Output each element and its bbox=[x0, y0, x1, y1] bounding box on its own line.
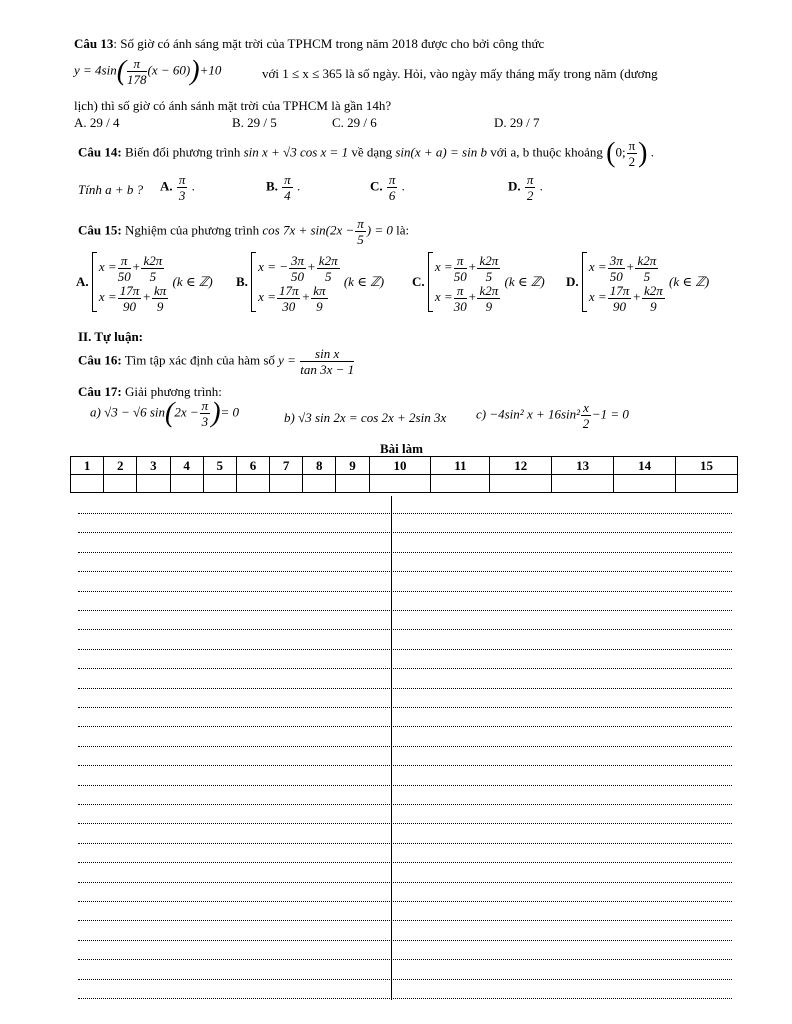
writing-line bbox=[78, 593, 732, 611]
q13-formula-prefix: y = 4sin bbox=[74, 62, 117, 78]
q15-a-cond: (k ∈ ℤ) bbox=[172, 274, 213, 289]
q14-interval-num: π bbox=[628, 138, 636, 153]
dotted-rule bbox=[78, 959, 732, 960]
answer-col-header: 2 bbox=[104, 457, 137, 475]
q15-option-b: B. x = − $\frac{3\pi}{50}$ + $\frac{k2\pi}{5}$ x = $\frac{17\pi}{30}$ + $\frac{k\pi}{9}$ (k ∈ ℤ) bbox=[236, 252, 385, 314]
q15-d-r1-n1: 3π bbox=[609, 252, 623, 268]
dotted-rule bbox=[78, 765, 732, 766]
q17-a-num: π bbox=[201, 398, 209, 413]
q15-a-r1-d2: 5 bbox=[149, 268, 157, 284]
q17-label: Câu 17: bbox=[78, 384, 122, 399]
q16-den: tan 3x − 1 bbox=[300, 362, 355, 377]
q15-d-r2-d2: 9 bbox=[650, 298, 657, 314]
q15-option-d-letter: D. bbox=[566, 274, 579, 289]
q13-option-a: A. 29 / 4 bbox=[74, 115, 120, 130]
dotted-rule bbox=[78, 532, 732, 533]
q14-interval-frac bbox=[627, 138, 638, 169]
q15-d-r2-sign: x = bbox=[588, 289, 607, 304]
q14-option-b-den: 4 bbox=[284, 188, 291, 203]
q17-c-prefix: c) −4sin² x + 16sin² bbox=[476, 406, 581, 422]
dotted-rule bbox=[78, 571, 732, 572]
q15-b-r2-d1: 30 bbox=[282, 298, 296, 314]
q13-option-d: D. 29 / 7 bbox=[494, 115, 540, 130]
q16 bbox=[78, 346, 355, 377]
q15-a-r1-d1: 50 bbox=[117, 268, 131, 284]
q17-b: b) √3 sin 2x = cos 2x + 2sin 3x bbox=[284, 410, 447, 425]
q15-d-r2-d1: 90 bbox=[612, 298, 626, 314]
answer-cell[interactable] bbox=[170, 475, 203, 493]
dotted-rule bbox=[78, 882, 732, 883]
writing-line bbox=[78, 612, 732, 630]
writing-line bbox=[78, 515, 732, 533]
q15-c-r2-d2: 9 bbox=[485, 298, 493, 314]
answer-col-header: 3 bbox=[137, 457, 170, 475]
q15-d-cond: (k ∈ ℤ) bbox=[669, 274, 710, 289]
q15-eq-den: 5 bbox=[357, 232, 364, 247]
q14-text1: Biến đổi phương trình bbox=[121, 144, 244, 160]
dotted-rule bbox=[78, 843, 732, 844]
q17-a-in: 2x − bbox=[174, 404, 199, 420]
answer-cell[interactable] bbox=[71, 475, 104, 493]
q15-a-r1-n1: π bbox=[118, 253, 131, 269]
q14-line1: Câu 14: Biến đổi phương trình sin x + √3 cos x = 1 về dạng sin(x + a) = sin b với a, b thuộc khoảng (0; $\frac{\pi}{2}$ ) . bbox=[78, 137, 654, 169]
q17-a-den: 3 bbox=[201, 414, 209, 429]
answer-col-header: 8 bbox=[303, 457, 336, 475]
answer-cell[interactable] bbox=[303, 475, 336, 493]
dotted-rule bbox=[78, 649, 732, 650]
q15-option-c-letter: C. bbox=[412, 274, 425, 289]
answer-cell[interactable] bbox=[614, 475, 676, 493]
answer-cell[interactable] bbox=[431, 475, 490, 493]
writing-line bbox=[78, 554, 732, 572]
q13-text1: : Số giờ có ánh sáng mặt trời của TPHCM trong năm 2018 được cho bởi công thức bbox=[113, 36, 545, 51]
q17-c-suffix: −1 = 0 bbox=[591, 406, 629, 422]
q15-c-r1-d1: 50 bbox=[453, 268, 467, 284]
q14-option-a-den: 3 bbox=[178, 188, 186, 203]
answer-col-header: 9 bbox=[336, 457, 369, 475]
q15-b-r2-sign: x = bbox=[258, 289, 276, 304]
writing-line bbox=[78, 806, 732, 824]
dotted-rule bbox=[78, 707, 732, 708]
answer-col-header: 4 bbox=[170, 457, 203, 475]
q15-d-r1-d1: 50 bbox=[609, 268, 623, 284]
q14-form: sin(x + a) = sin b bbox=[395, 144, 487, 160]
q14-option-b: B. $\frac{\pi}{4}$ . bbox=[266, 172, 301, 203]
q14-interval-left: 0; bbox=[615, 144, 626, 160]
q13-formula-mid: (x − 60) bbox=[147, 62, 191, 78]
q14-option-a-letter: A. bbox=[160, 178, 173, 194]
q14-option-b-num: π bbox=[284, 172, 291, 187]
q13-frac-num: π bbox=[127, 56, 147, 72]
answer-cell[interactable] bbox=[336, 475, 369, 493]
q15-b-cond: (k ∈ ℤ) bbox=[343, 274, 385, 289]
q15-text2: là: bbox=[392, 222, 410, 238]
writing-line bbox=[78, 496, 732, 514]
dotted-rule bbox=[78, 629, 732, 630]
writing-line bbox=[78, 651, 732, 669]
q13-text3: lịch) thì số giờ có ánh sánh mặt trời của TPHCM là gần 14h? bbox=[74, 98, 392, 113]
q15-b-r1-d1: 50 bbox=[291, 268, 304, 284]
writing-line bbox=[78, 574, 732, 592]
q15-b-r1-d2: 5 bbox=[324, 268, 332, 284]
q14-option-c-den: 6 bbox=[388, 188, 396, 203]
writing-line bbox=[78, 903, 732, 921]
q15-option-c: C. x = $\frac{\pi}{50}$ + $\frac{k2\pi}{5}$ x = $\frac{\pi}{30}$ + $\frac{k2\pi}{9}$ (k ∈ ℤ) bbox=[412, 252, 545, 314]
q15-c-cond: (k ∈ ℤ) bbox=[504, 274, 545, 289]
q14-option-d: D. $\frac{\pi}{2}$ . bbox=[508, 172, 543, 203]
q14-option-a: A. $\frac{\pi}{3}$ . bbox=[160, 172, 195, 203]
answer-cell[interactable] bbox=[676, 475, 738, 493]
writing-line bbox=[78, 748, 732, 766]
q15-c-r1-n2: k2π bbox=[479, 252, 499, 268]
writing-line bbox=[78, 845, 732, 863]
dotted-rule bbox=[78, 823, 732, 824]
dotted-rule bbox=[78, 979, 732, 980]
dotted-rule bbox=[78, 552, 732, 553]
q13-option-b: B. 29 / 5 bbox=[232, 115, 277, 130]
writing-line bbox=[78, 709, 732, 727]
q15-text1: Nghiệm của phương trình bbox=[121, 222, 263, 238]
dotted-rule bbox=[78, 591, 732, 592]
writing-line bbox=[78, 787, 732, 805]
q15-a-r1-sign: x = bbox=[98, 259, 117, 274]
q13-formula-suffix: +10 bbox=[199, 62, 222, 78]
q17-c-num: x bbox=[583, 400, 589, 415]
dotted-rule bbox=[78, 862, 732, 863]
writing-line bbox=[78, 671, 732, 689]
q15-b-r1-n2: k2π bbox=[318, 252, 338, 268]
q14-interval-den: 2 bbox=[628, 154, 636, 169]
answer-title: Bài làm bbox=[380, 441, 423, 456]
q14-option-a-num: π bbox=[178, 172, 186, 187]
dotted-rule bbox=[78, 513, 732, 514]
q15-c-r2-d1: 30 bbox=[453, 298, 467, 314]
dotted-rule bbox=[78, 746, 732, 747]
q15-c-r1-n1: π bbox=[454, 253, 467, 269]
dotted-rule bbox=[78, 998, 732, 999]
q15-b-r2-d2: 9 bbox=[316, 298, 323, 314]
dotted-rule bbox=[78, 610, 732, 611]
q15-d-r1-d2: 5 bbox=[643, 268, 651, 284]
q14-eq: sin x + √3 cos x = 1 bbox=[243, 144, 349, 160]
q15-a-r2-d1: 90 bbox=[122, 298, 136, 314]
answer-col-header: 7 bbox=[270, 457, 303, 475]
answer-cell[interactable] bbox=[137, 475, 170, 493]
dotted-rule bbox=[78, 726, 732, 727]
q14-option-b-letter: B. bbox=[266, 178, 278, 194]
writing-line bbox=[78, 962, 732, 980]
q15-option-a: A. x = $\frac{\pi}{50}$ + $\frac{k2\pi}{5}$ x = $\frac{17\pi}{90}$ + $\frac{k\pi}{9}$ (k ∈ ℤ) bbox=[76, 252, 213, 314]
answer-col-header: 5 bbox=[203, 457, 236, 475]
q13-formula: y = 4sin( $\frac{\pi}{178}$ (x − 60))+10 bbox=[74, 55, 222, 87]
writing-line bbox=[78, 535, 732, 553]
q15-c-r2-sign: x = bbox=[434, 289, 453, 304]
q17-c-den: 2 bbox=[582, 416, 590, 431]
q15-c-r1-sign: x = bbox=[434, 259, 453, 274]
answer-cell[interactable] bbox=[552, 475, 614, 493]
writing-line bbox=[78, 729, 732, 747]
q15-b-r2-n2: kπ bbox=[313, 282, 326, 298]
answer-table bbox=[70, 456, 738, 493]
q14-option-d-letter: D. bbox=[508, 178, 521, 194]
q14-option-c-letter: C. bbox=[370, 178, 383, 194]
answer-header-row bbox=[71, 457, 738, 475]
q15-option-d: D. x = $\frac{3\pi}{50}$ + $\frac{k2\pi}{5}$ x = $\frac{17\pi}{90}$ + $\frac{k2\pi}{9}$ (k ∈ ℤ) bbox=[566, 252, 710, 314]
q15-b-r1-n1: 3π bbox=[291, 252, 305, 268]
dotted-rule bbox=[78, 688, 732, 689]
q14-option-c-num: π bbox=[388, 172, 396, 187]
answer-col-header: 15 bbox=[676, 457, 738, 475]
q15-c-r2-n2: k2π bbox=[479, 282, 499, 298]
q16-num: sin x bbox=[300, 346, 354, 362]
answer-col-header: 13 bbox=[552, 457, 614, 475]
q15-a-r2-d2: 9 bbox=[156, 298, 164, 314]
dotted-rule bbox=[78, 920, 732, 921]
q13-option-c: C. 29 / 6 bbox=[332, 115, 377, 130]
writing-line bbox=[78, 884, 732, 902]
q15-a-r2-n2: kπ bbox=[153, 282, 167, 298]
q15-label: Câu 15: bbox=[78, 222, 122, 238]
answer-cell[interactable] bbox=[236, 475, 269, 493]
dotted-rule bbox=[78, 901, 732, 902]
answer-col-header: 10 bbox=[369, 457, 431, 475]
writing-line bbox=[78, 690, 732, 708]
q15-eq-right: ) = 0 bbox=[366, 222, 393, 238]
q15-a-r2-n1: 17π bbox=[119, 282, 140, 298]
q15-d-r2-n2: k2π bbox=[643, 282, 663, 298]
q14-text3: với a, b thuộc khoảng bbox=[486, 144, 607, 160]
q17-a-suffix: = 0 bbox=[220, 404, 240, 420]
answer-col-header: 12 bbox=[490, 457, 552, 475]
q15-eq-left: cos 7x + sin(2x − bbox=[262, 222, 355, 238]
dotted-rule bbox=[78, 804, 732, 805]
q13-frac bbox=[127, 56, 147, 87]
answer-cell[interactable] bbox=[203, 475, 236, 493]
answer-col-header: 14 bbox=[614, 457, 676, 475]
writing-line bbox=[78, 981, 732, 999]
answer-cell[interactable] bbox=[270, 475, 303, 493]
q16-y: y = bbox=[278, 352, 296, 368]
q16-label: Câu 16: bbox=[78, 352, 122, 368]
writing-line bbox=[78, 768, 732, 786]
writing-line bbox=[78, 923, 732, 941]
q15-b-r1-sign: x = − bbox=[258, 259, 288, 274]
q15-c-r1-d2: 5 bbox=[485, 268, 493, 284]
dotted-rule bbox=[78, 785, 732, 786]
answer-col-header: 6 bbox=[236, 457, 269, 475]
q15-d-r1-n2: k2π bbox=[637, 252, 657, 268]
answer-cell[interactable] bbox=[369, 475, 431, 493]
q13-text2: với 1 ≤ x ≤ 365 là số ngày. Hỏi, vào ngày mấy tháng mấy trong năm (dương bbox=[262, 66, 658, 81]
writing-line bbox=[78, 632, 732, 650]
writing-line bbox=[78, 865, 732, 883]
q15-line1 bbox=[78, 216, 409, 247]
q16-text: Tìm tập xác định của hàm số bbox=[121, 352, 279, 368]
q13-line1 bbox=[74, 36, 734, 52]
q14-text2: về dạng bbox=[348, 144, 396, 160]
q13-label: Câu 13 bbox=[74, 36, 114, 51]
answer-col-header: 11 bbox=[431, 457, 490, 475]
q15-a-r1-n2: k2π bbox=[143, 252, 163, 268]
dotted-rule bbox=[78, 940, 732, 941]
q17-c bbox=[476, 400, 629, 431]
q17-a-prefix: a) √3 − √6 sin bbox=[90, 404, 166, 420]
q15-b-r2-n1: 17π bbox=[278, 282, 299, 298]
q13-frac-den: 178 bbox=[127, 72, 147, 87]
q14-option-d-num: π bbox=[526, 172, 534, 187]
answer-cell[interactable] bbox=[104, 475, 137, 493]
q15-option-a-letter: A. bbox=[76, 274, 89, 289]
answer-center-divider bbox=[391, 496, 392, 1000]
q15-c-r2-n1: π bbox=[454, 283, 467, 299]
q14-option-c: C. $\frac{\pi}{6}$ . bbox=[370, 172, 405, 203]
q15-d-r2-n1: 17π bbox=[609, 282, 630, 298]
q15-a-r2-sign: x = bbox=[98, 289, 117, 304]
writing-line bbox=[78, 942, 732, 960]
writing-line bbox=[78, 826, 732, 844]
q14-label: Câu 14: bbox=[78, 144, 122, 160]
q17-text: Giải phương trình: bbox=[121, 384, 222, 399]
answer-col-header: 1 bbox=[71, 457, 104, 475]
answer-cell[interactable] bbox=[490, 475, 552, 493]
q15-d-r1-sign: x = bbox=[588, 259, 607, 274]
q15-eq-num: π bbox=[357, 216, 364, 231]
part2-title: II. Tự luận: bbox=[78, 329, 144, 344]
q14-ask: Tính a + b ? bbox=[78, 182, 144, 197]
q14-option-d-den: 2 bbox=[526, 188, 534, 203]
dotted-rule bbox=[78, 668, 732, 669]
q17-a: a) √3 − √6 sin(2x − $\frac{\pi}{3}$ )= 0 bbox=[90, 397, 240, 429]
q15-option-b-letter: B. bbox=[236, 274, 248, 289]
answer-input-row bbox=[71, 475, 738, 493]
